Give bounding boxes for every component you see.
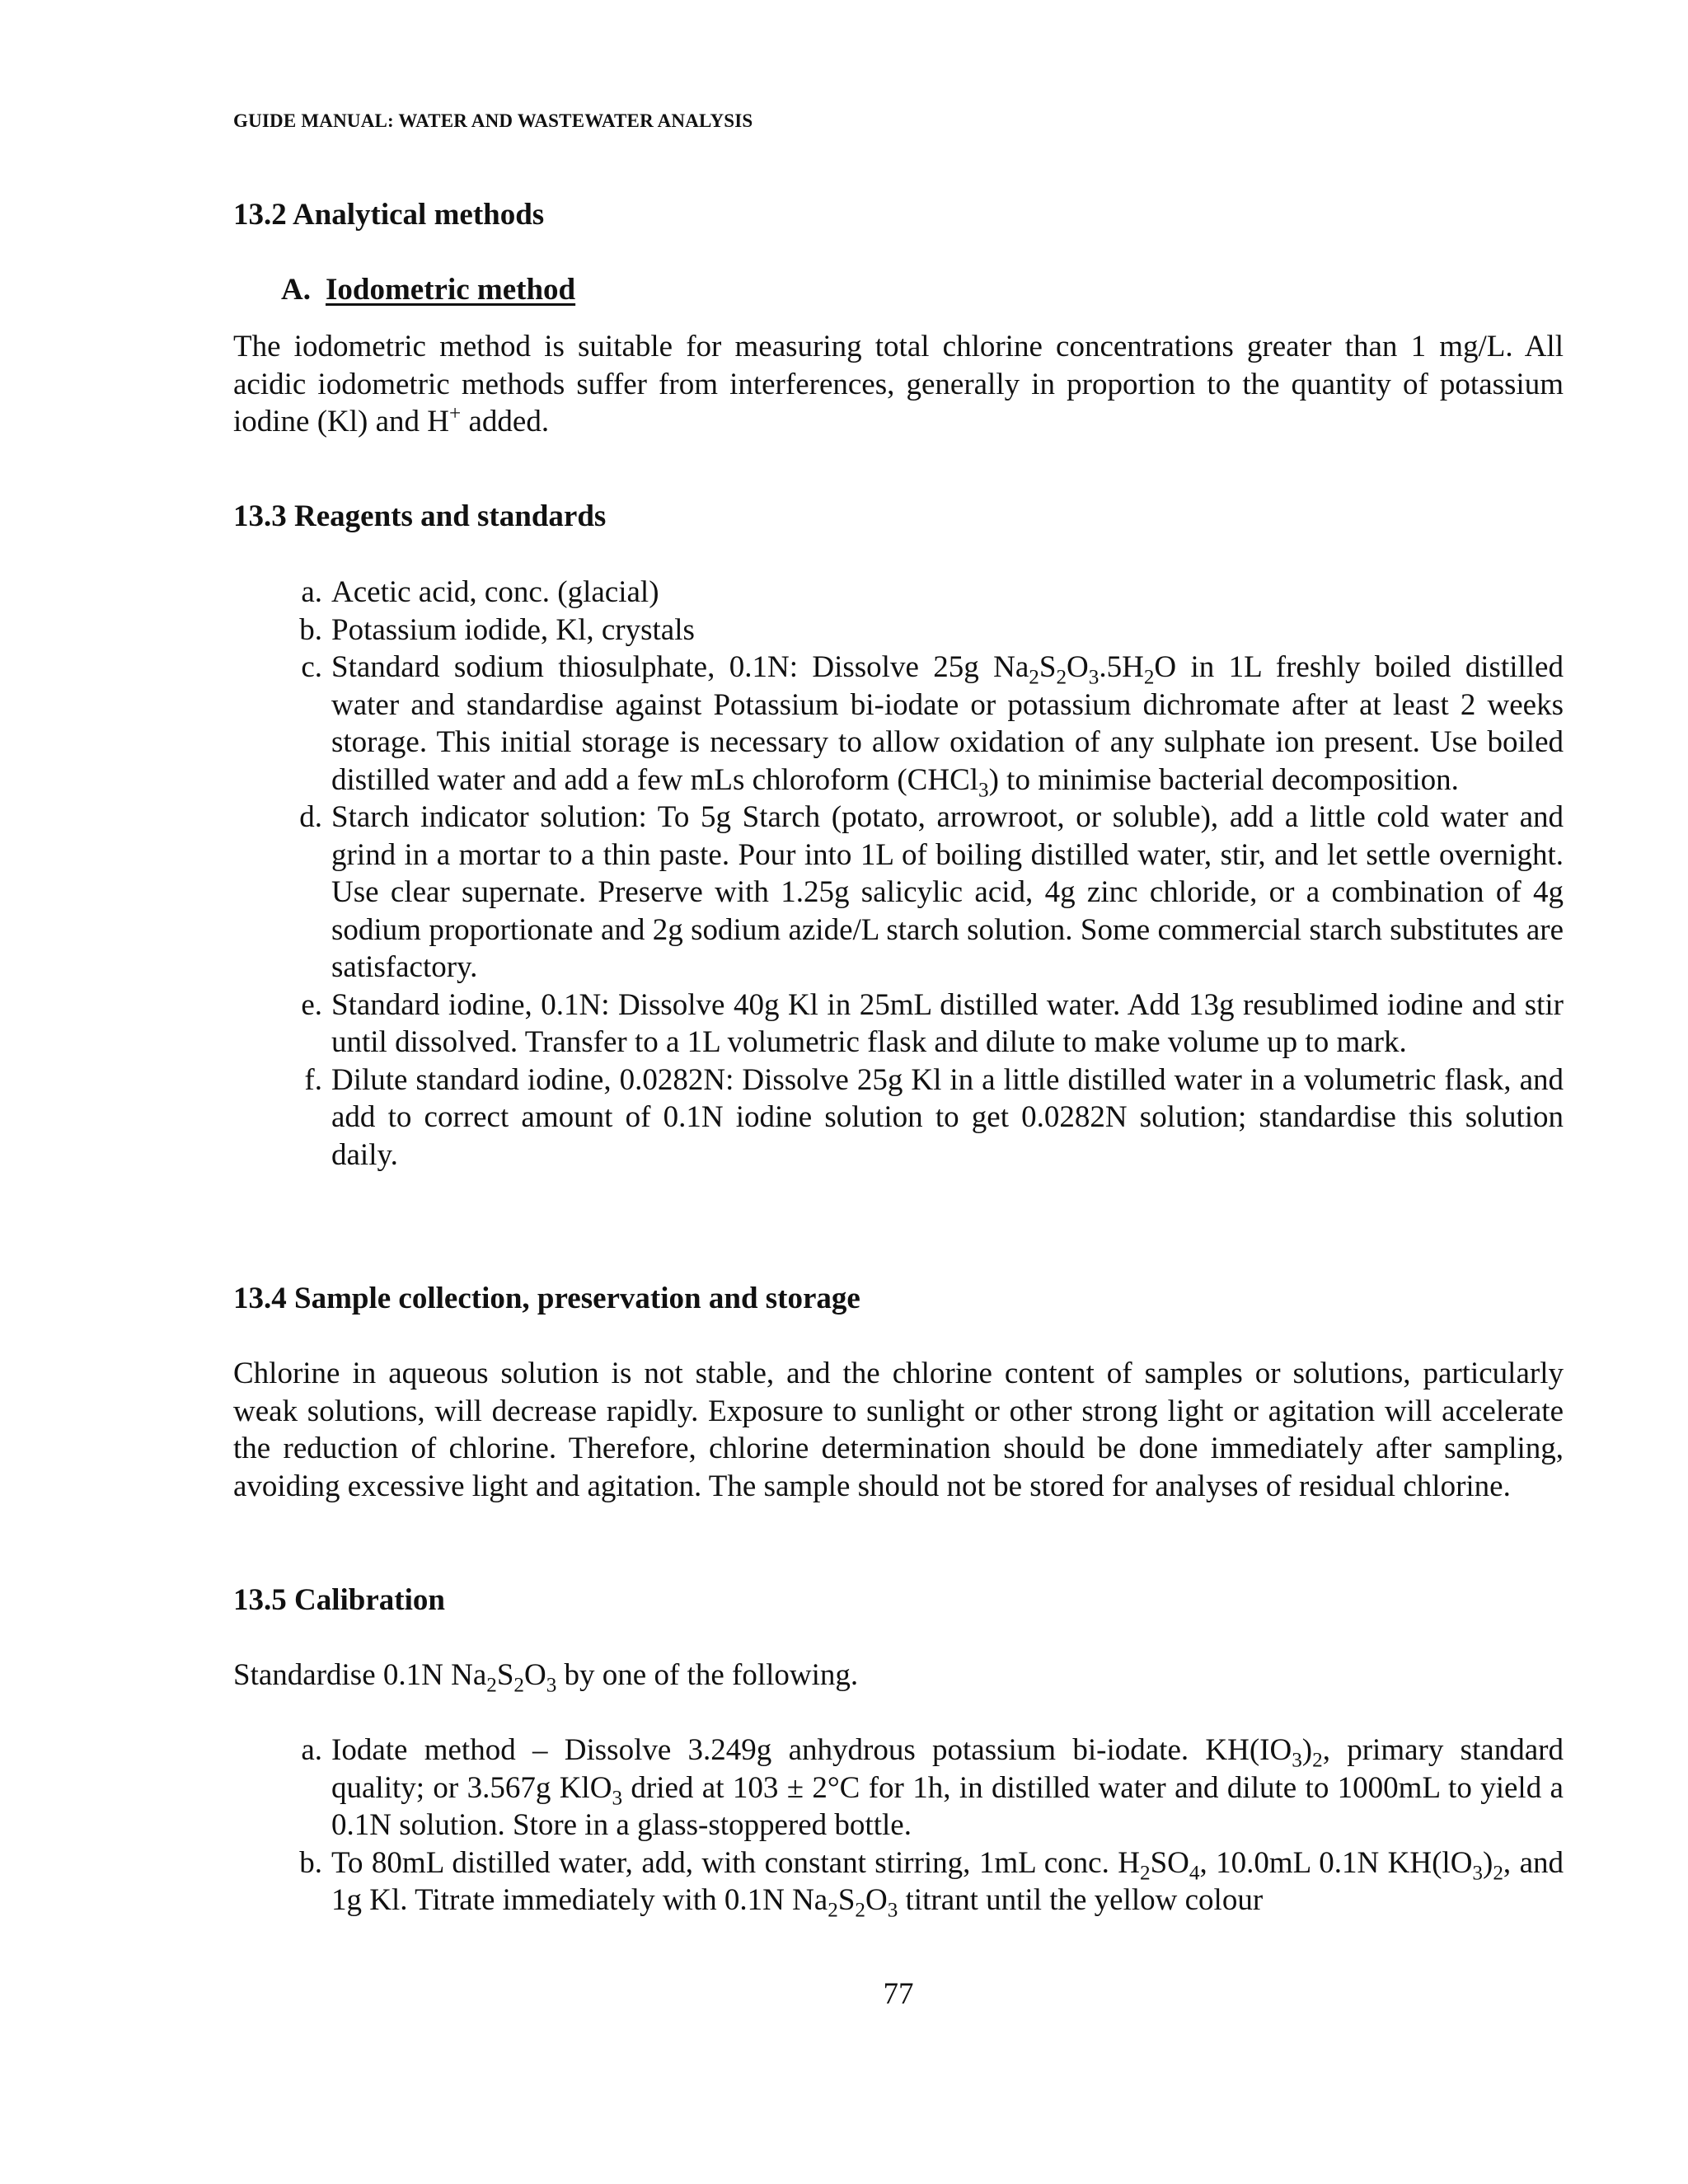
list-marker: e. [301,987,322,1022]
page-number: 77 [883,1977,914,2011]
list-item: b. To 80mL distilled water, add, with constant stirring, 1mL conc. $H_2SO_4$, 10.0mL 0.1N $KH(lO_3)_2$, and 1g Kl. Titrate immediately with 0.1N $Na_2S_2O_3$ titrant until the yellow colour [233,1844,1564,1919]
subheading-marker: A. [281,273,311,307]
section-13-4-heading: 13.4 Sample collection, preservation and storage [233,1282,860,1315]
calibration-list [233,1732,1564,1922]
reagents-list [233,574,1564,1174]
sample-collection-paragraph: Chlorine in aqueous solution is not stable, and the chlorine content of samples or solutions, particularly weak solutions, will decrease rapidly. Exposure to sunlight or other strong light or agitation will accelerate the reduction of chlorine. Therefore, chlorine determination should be done immediately after sampling, avoiding excessive light and agitation. The sample should not be stored for analyses of residual chlorine. [233,1357,1564,1503]
list-item: a. Iodate method – Dissolve 3.249g anhydrous potassium bi-iodate. $KH(IO_3)_2$, primary standard quality; or 3.567g KlO$_3$ dried at 103 ± 2°C for 1h, in distilled water and dilute to 1000mL to yield a 0.1N solution. Store in a glass-stoppered bottle. [233,1732,1564,1844]
running-header: GUIDE MANUAL: WATER AND WASTEWATER ANALYSIS [233,110,753,131]
list-marker: b. [299,1845,322,1880]
list-marker: b. [299,612,322,647]
list-item: d. Starch indicator solution: To 5g Starch (potato, arrowroot, or soluble), add a little cold water and grind in a mortar to a thin paste. Pour into 1L of boiling distilled water, stir, and let settle overnight. Use clear supernate. Preserve with 1.25g salicylic acid, 4g zinc chloride, or a combination of 4g sodium proportionate and 2g sodium azide/L starch solution. Some commercial starch substitutes are satisfactory. [233,799,1564,987]
calibration-intro: Standardise 0.1N $Na_2S_2O_3$ by one of the following. [233,1658,859,1697]
iodometric-method-subheading [281,271,575,309]
list-marker: f. [304,1062,322,1097]
iodometric-paragraph: The iodometric method is suitable for measuring total chlorine concentrations greater than 1 mg/L. All acidic iodometric methods suffer from interferences, generally in proportion to the quantity of potassium iodine (Kl) and H+ added. [233,330,1564,438]
section-13-2-heading: 13.2 Analytical methods [233,198,545,232]
subheading-title: Iodometric method [325,273,576,307]
list-item: b. Potassium iodide, Kl, crystals [233,612,1564,649]
section-13-5-heading: 13.5 Calibration [233,1583,445,1617]
list-item: e. Standard iodine, 0.1N: Dissolve 40g Kl in 25mL distilled water. Add 13g resublimed iodine and stir until dissolved. Transfer to a 1L volumetric flask and dilute to make volume up to mark. [233,987,1564,1062]
section-13-3-heading: 13.3 Reagents and standards [233,499,607,533]
list-marker: a. [301,1733,322,1767]
list-item: f. Dilute standard iodine, 0.0282N: Dissolve 25g Kl in a little distilled water in a volumetric flask, and add to correct amount of 0.1N iodine solution to get 0.0282N solution; standardise this solution daily. [233,1062,1564,1174]
list-item: c. Standard sodium thiosulphate, 0.1N: Dissolve 25g $Na_2S_2O_3.5H_2O$ in 1L freshly boiled distilled water and standardise against Potassium bi-iodate or potassium dichromate after at least 2 weeks storage. This initial storage is necessary to allow oxidation of any sulphate ion present. Use boiled distilled water and add a few mLs chloroform (CHCl$_3$) to minimise bacterial decomposition. [233,649,1564,799]
list-marker: c. [301,650,322,684]
list-item: a. Acetic acid, conc. (glacial) [233,574,1564,612]
list-marker: d. [299,800,322,834]
list-marker: a. [301,575,322,609]
